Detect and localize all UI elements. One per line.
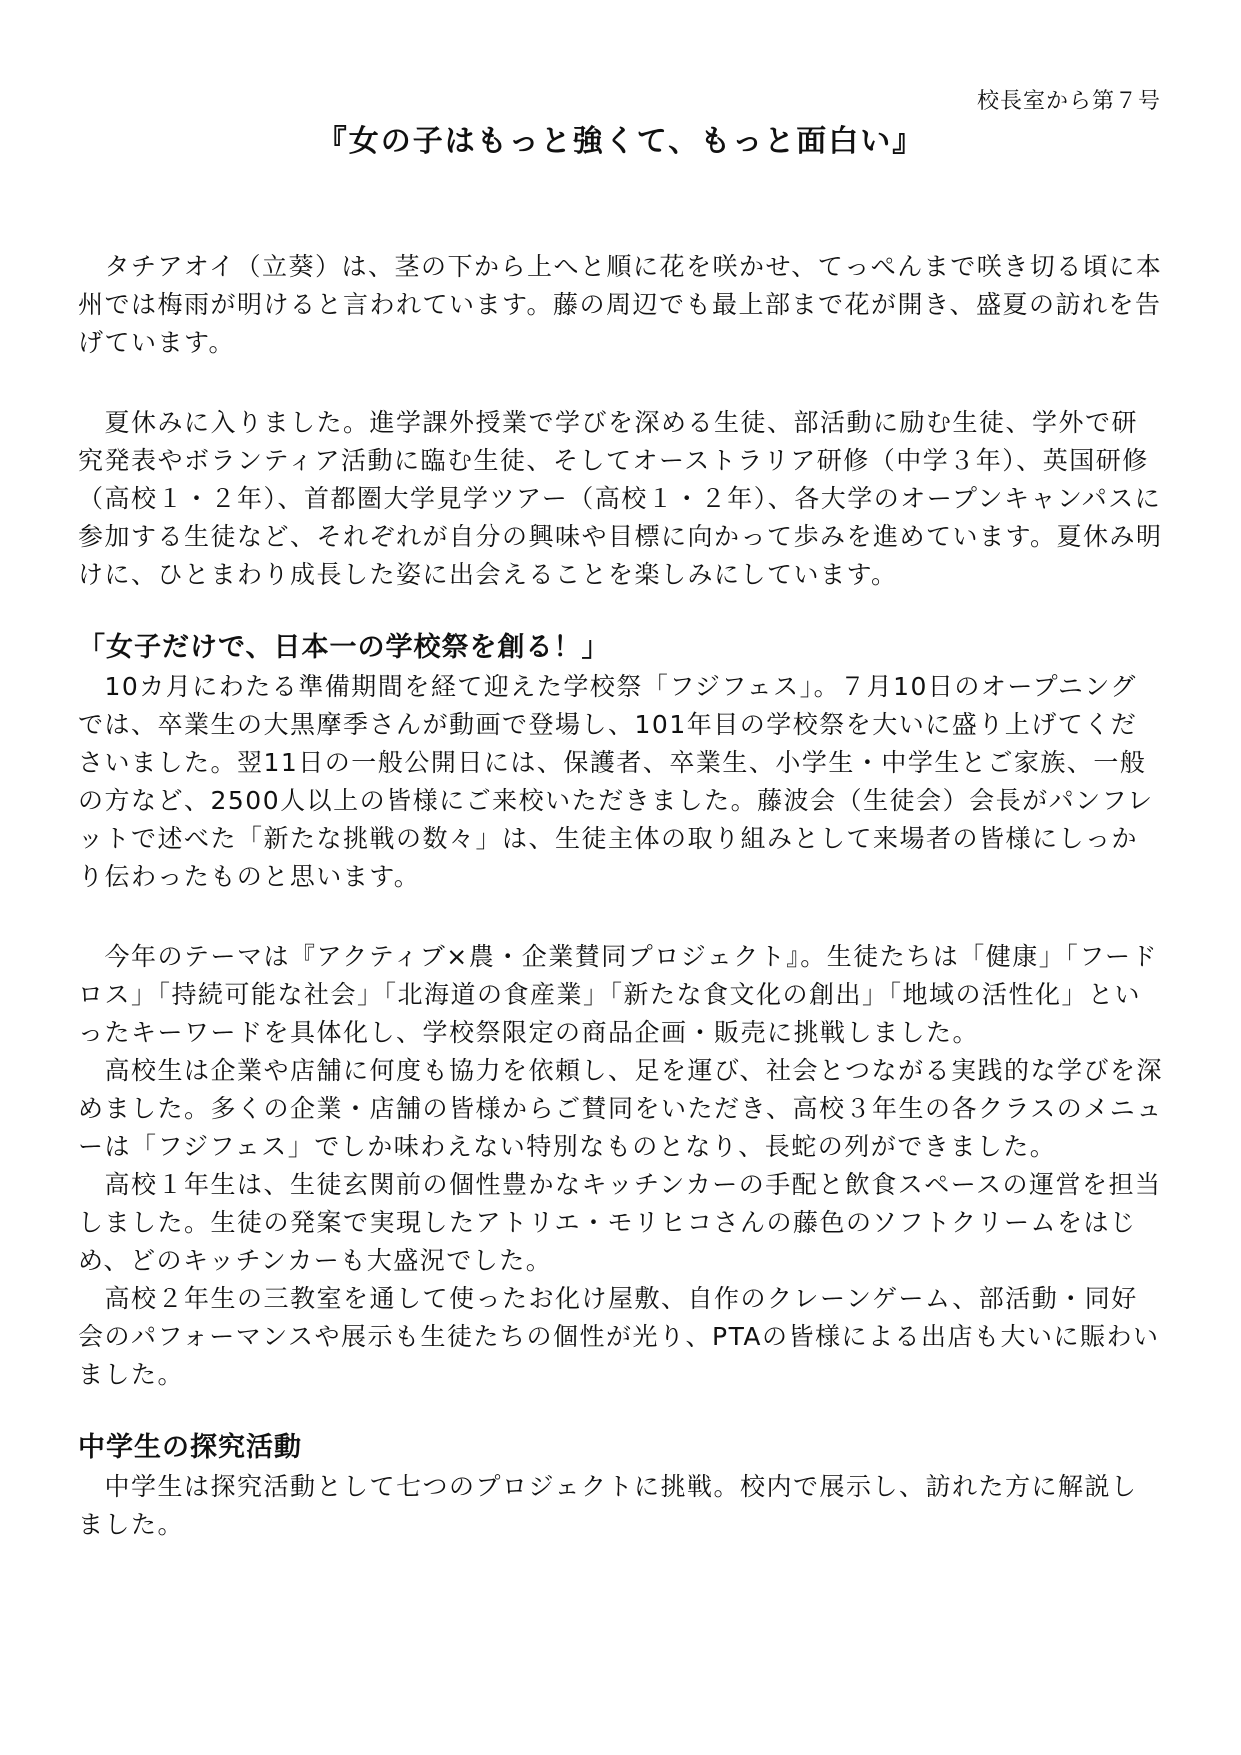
inquiry-paragraph-1: 中学生は探究活動として七つのプロジェクトに挑戦。校内で展示し、訪れた方に解説しました。 xyxy=(78,1472,1138,1539)
festival-paragraph-4: 高校１年生は、生徒玄関前の個性豊かなキッチンカーの手配と飲食スペースの運営を担当しました。生徒の発案で実現したアトリエ・モリヒコさんの藤色のソフトクリームをはじめ、どのキッチンカーも大盛況でした。 xyxy=(78,1170,1162,1275)
festival-paragraph-5: 高校２年生の三教室を通して使ったお化け屋敷、自作のクレーンゲーム、部活動・同好会のパフォーマンスや展示も生徒たちの個性が光り、PTAの皆様による出店も大いに賑わいました。 xyxy=(78,1284,1160,1389)
intro-paragraph-1: タチアオイ（立葵）は、茎の下から上へと順に花を咲かせ、てっぺんまで咲き切る頃に本州では梅雨が明けると言われています。藤の周辺でも最上部まで花が開き、盛夏の訪れを告げています。 xyxy=(78,252,1163,357)
section-heading-inquiry: 中学生の探究活動 xyxy=(78,1432,302,1463)
section-heading-festival: 「女子だけで、日本一の学校祭を創る！」 xyxy=(78,632,610,663)
festival-paragraph-2: 今年のテーマは『アクティブ×農・企業賛同プロジェクト』。生徒たちは「健康」「フードロス」「持続可能な社会」「北海道の食産業」「新たな食文化の創出」「地域の活性化」といったキーワードを具体化し、学校祭限定の商品企画・販売に挑戦しました。 xyxy=(78,942,1158,1047)
intro-paragraph-2: 夏休みに入りました。進学課外授業で学びを深める生徒、部活動に励む生徒、学外で研究発表やボランティア活動に臨む生徒、そしてオーストラリア研修（中学３年）、英国研修（高校１・２年）、首都圏大学見学ツアー（高校１・２年）、各大学のオープンキャンパスに参加する生徒など、それぞれが自分の興味や目標に向かって歩みを進めています。夏休み明けに、ひとまわり成長した姿に出会えることを楽しみにしています。 xyxy=(78,408,1163,589)
issue-label: 校長室から第７号 xyxy=(976,89,1161,114)
festival-paragraph-3: 高校生は企業や店舗に何度も協力を依頼し、足を運び、社会とつながる実践的な学びを深めました。多くの企業・店舗の皆様からご賛同をいただき、高校３年生の各クラスのメニューは「フジフェス」でしか味わえない特別なものとなり、長蛇の列ができました。 xyxy=(78,1056,1164,1161)
document-body xyxy=(78,248,1163,1544)
festival-paragraph-1: 10カ月にわたる準備期間を経て迎えた学校祭「フジフェス」。７月10日のオープニングでは、卒業生の大黒摩季さんが動画で登場し、101年目の学校祭を大いに盛り上げてくださいました。翌11日の一般公開日には、保護者、卒業生、小学生・中学生とご家族、一般の方など、2500人以上の皆様にご来校いただきました。藤波会（生徒会）会長がパンフレットで述べた「新たな挑戦の数々」は、生徒主体の取り組みとして来場者の皆様にしっかり伝わったものと思います。 xyxy=(78,672,1154,891)
document-title: 『女の子はもっと強くて、もっと面白い』 xyxy=(316,124,925,159)
